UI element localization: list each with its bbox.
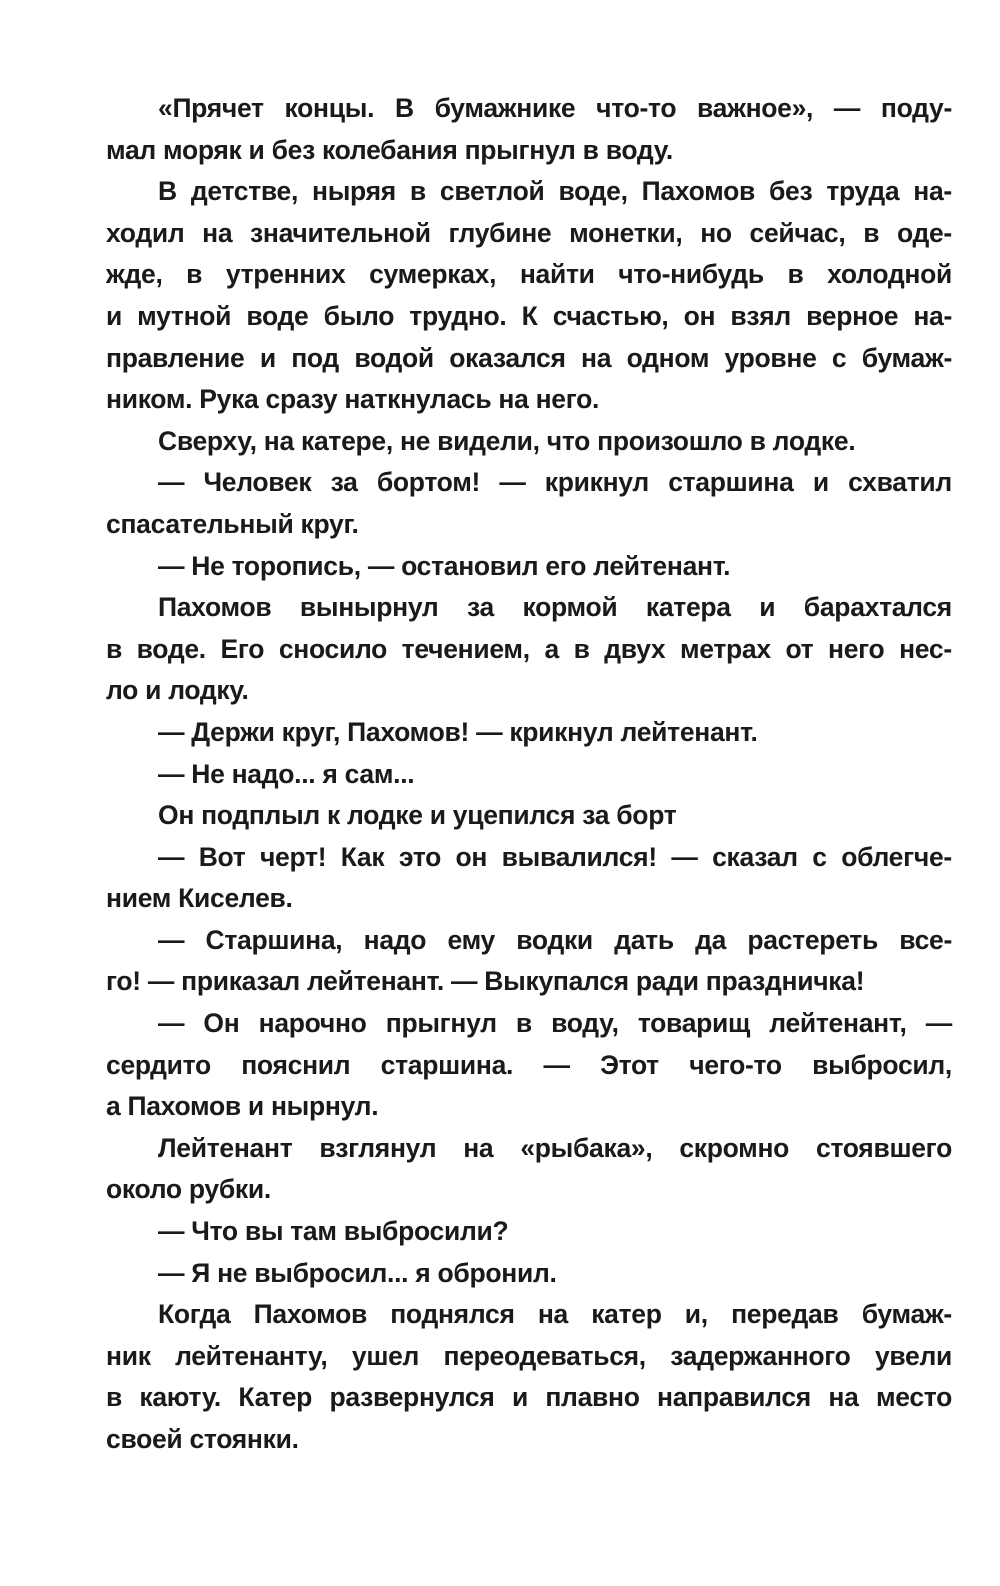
- text-line: ником. Рука сразу наткнулась на него.: [106, 384, 600, 415]
- text-line: — Он нарочно прыгнул в воду, товарищ лейтенант, —: [158, 1008, 952, 1039]
- text-line: ник лейтенанту, ушел переодеваться, задержанного увели: [106, 1340, 952, 1371]
- text-line: ло и лодку.: [106, 675, 249, 706]
- paragraph: [106, 88, 952, 171]
- text-line: своей стоянки.: [106, 1424, 299, 1454]
- text-line: ходил на значительной глубине монетки, но сейчас, в оде-: [106, 217, 952, 248]
- text-line: — Человек за бортом! — крикнул старшина и схватил: [158, 467, 952, 498]
- paragraph: [106, 754, 952, 796]
- text-line: Когда Пахомов поднялся на катер и, передав бумаж-: [158, 1299, 952, 1330]
- text-line: Сверху, на катере, не видели, что произошло в лодке.: [158, 425, 856, 456]
- paragraph: [106, 171, 952, 421]
- paragraph: [106, 1211, 952, 1253]
- text-line: и мутной воде было трудно. К счастью, он взял верное на-: [106, 300, 952, 331]
- paragraph: [106, 920, 952, 1003]
- text-line: Он подплыл к лодке и уцепился за борт: [158, 800, 677, 831]
- text-line: — Не надо... я сам...: [158, 758, 415, 789]
- text-line: — Что вы там выбросили?: [158, 1216, 509, 1247]
- text-line: — Старшина, надо ему водки дать да растереть все-: [158, 924, 952, 955]
- text-line: го! — приказал лейтенант. — Выкупался ради праздничка!: [106, 966, 865, 997]
- text-line: — Я не выбросил... я обронил.: [158, 1257, 557, 1288]
- text-line: около рубки.: [106, 1174, 271, 1205]
- paragraph: [106, 795, 952, 837]
- text-line: Лейтенант взглянул на «рыбака», скромно стоявшего: [158, 1132, 952, 1163]
- text-line: В детстве, ныряя в светлой воде, Пахомов без труда на-: [158, 176, 952, 207]
- paragraph: [106, 546, 952, 588]
- text-line: правление и под водой оказался на одном уровне с бумаж-: [106, 342, 952, 373]
- text-line: спасательный круг.: [106, 508, 359, 539]
- paragraph: [106, 462, 952, 545]
- paragraph: [106, 1253, 952, 1295]
- paragraph: [106, 712, 952, 754]
- text-line: сердито пояснил старшина. — Этот чего-то выбросил,: [106, 1049, 952, 1080]
- text-line: Пахомов вынырнул за кормой катера и барахтался: [158, 592, 952, 623]
- paragraph: [106, 1128, 952, 1211]
- text-line: — Держи круг, Пахомов! — крикнул лейтенант.: [158, 716, 758, 747]
- text-line: нием Киселев.: [106, 883, 293, 914]
- text-line: жде, в утренних сумерках, найти что-нибудь в холодной: [106, 259, 952, 290]
- text-line: — Не торопись, — остановил его лейтенант.: [158, 550, 731, 581]
- paragraph: [106, 1003, 952, 1128]
- body-text: [106, 88, 952, 1461]
- paragraph: [106, 587, 952, 712]
- text-line: мал моряк и без колебания прыгнул в воду.: [106, 134, 673, 165]
- text-line: в каюту. Катер развернулся и плавно направился на место: [106, 1382, 952, 1413]
- paragraph: [106, 421, 952, 463]
- text-line: «Прячет концы. В бумажнике что-то важное», — поду-: [158, 93, 952, 123]
- text-line: — Вот черт! Как это он вывалился! — сказал с облегче-: [158, 841, 952, 872]
- paragraph: [106, 1294, 952, 1460]
- paragraph: [106, 837, 952, 920]
- text-line: а Пахомов и нырнул.: [106, 1091, 379, 1122]
- text-line: в воде. Его сносило течением, а в двух метрах от него нес-: [106, 633, 952, 664]
